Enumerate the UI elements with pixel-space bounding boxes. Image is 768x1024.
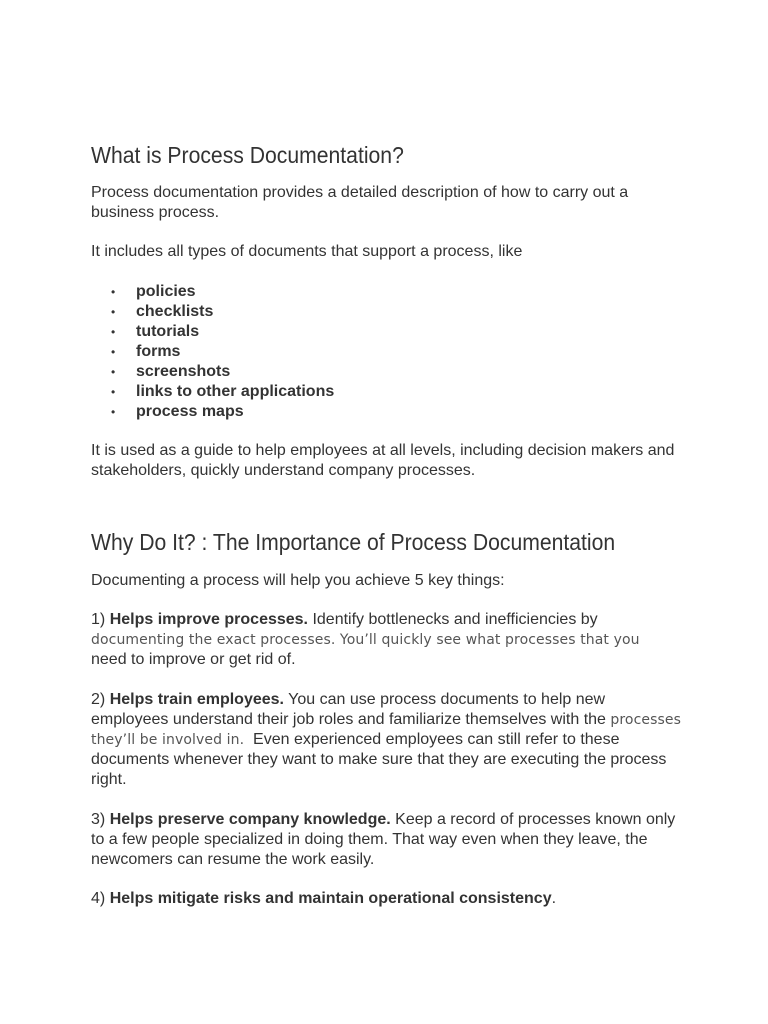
bullet-icon: •: [111, 365, 116, 379]
bullet-icon: •: [111, 305, 116, 319]
point-1-title: Helps improve processes.: [109, 611, 308, 628]
list-item: • screenshots: [111, 363, 231, 380]
bullet-icon: •: [111, 345, 116, 359]
list-item: • policies: [111, 283, 196, 300]
paragraph-includes: It includes all types of documents that support a process, like: [91, 243, 523, 260]
list-item: • checklists: [111, 303, 214, 320]
document-types-list: [111, 282, 334, 422]
paragraph-intro: Process documentation provides a detailed description of how to carry out a business process.: [91, 184, 629, 221]
point-2: 2) Helps train employees. You can use process documents to help new employees understand their job roles and familiarize themselves with the processes they’ll be involved in. Even experienced employees can still refer to these documents whenever they want to make sure that they are executing the process right.: [91, 691, 681, 788]
point-4-title: Helps mitigate risks and maintain operational consistency: [109, 890, 552, 907]
point-1: 1) Helps improve processes. Identify bottlenecks and inefficiencies by documenting the exact processes. You’ll quickly see what processes that you need to improve or get rid of.: [91, 611, 640, 668]
list-item: • tutorials: [111, 323, 200, 340]
bullet-icon: •: [111, 325, 116, 339]
paragraph-usage: It is used as a guide to help employees at all levels, including decision makers and stakeholders, quickly understand company processes.: [91, 442, 675, 479]
bullet-icon: •: [111, 385, 116, 399]
point-2-title: Helps train employees.: [109, 691, 284, 708]
point-4: 4) Helps mitigate risks and maintain operational consistency.: [91, 890, 557, 907]
list-item: • forms: [111, 343, 181, 360]
bullet-icon: •: [111, 405, 116, 419]
list-item: • process maps: [111, 403, 244, 420]
point-3: 3) Helps preserve company knowledge. Keep a record of processes known only to a few people specialized in doing them. That way even when they leave, the newcomers can resume the work easily.: [91, 811, 676, 868]
section-heading-why: Why Do It? : The Importance of Process Documentation: [91, 529, 616, 555]
list-item: • links to other applications: [111, 383, 335, 400]
point-3-title: Helps preserve company knowledge.: [109, 811, 391, 828]
section-heading-what-is: What is Process Documentation?: [91, 142, 404, 168]
paragraph-key-things: Documenting a process will help you achieve 5 key things:: [91, 572, 505, 589]
bullet-icon: •: [111, 285, 116, 299]
